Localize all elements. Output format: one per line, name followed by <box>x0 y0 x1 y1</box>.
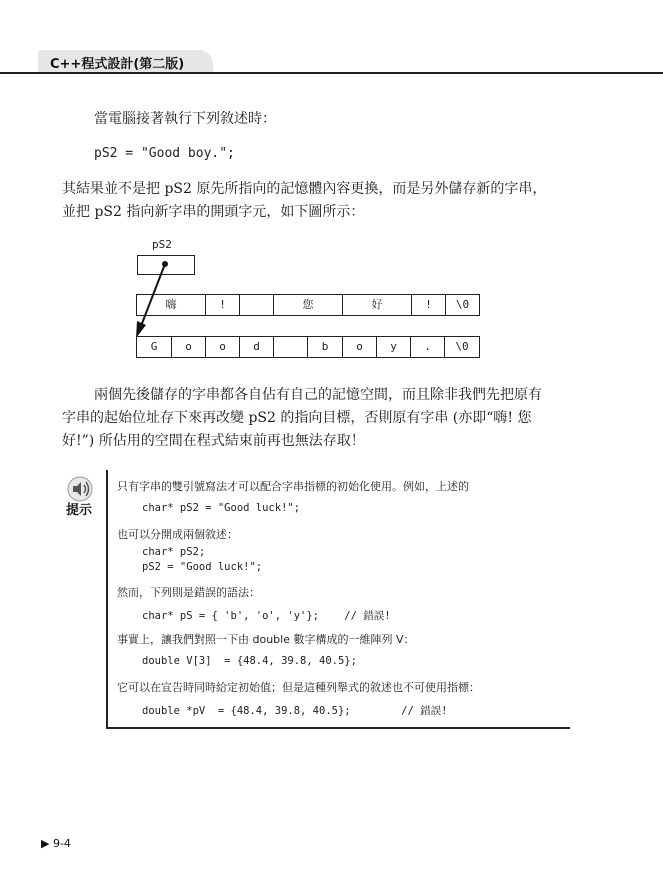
string-cell: ! <box>205 295 239 315</box>
tip-code: char* pS2; <box>142 546 206 558</box>
string-cell: \0 <box>444 337 479 357</box>
string-cell: . <box>410 337 444 357</box>
tip-text: 事實上，讓我們對照一下由 double 數字構成的一維陣列 V： <box>117 633 415 646</box>
tip-code: pS2 = "Good luck!"; <box>142 561 263 573</box>
triangle-icon: ▶ <box>41 837 50 850</box>
pointer-label: pS2 <box>152 238 172 251</box>
paragraph-line: 其結果並不是把 pS2 原先所指向的記憶體內容更換，而是另外儲存新的字串， <box>62 181 547 197</box>
string-cell: d <box>239 337 273 357</box>
paragraph-line: 兩個先後儲存的字串都各自佔有自己的記憶空間，而且除非我們先把原有 <box>94 387 542 403</box>
tip-border <box>106 727 570 729</box>
tip-label: 提示 <box>66 503 93 518</box>
intro-text: 當電腦接著執行下列敘述時： <box>94 111 276 127</box>
tip-text: 它可以在宣告時同時給定初始值；但是這種列舉式的敘述也不可使用指標： <box>117 681 480 694</box>
tip-text: 只有字串的雙引號寫法才可以配合字串指標的初始化使用。例如，上述的 <box>117 480 469 493</box>
string-cell: \0 <box>445 295 479 315</box>
tip-code: char* pS = { 'b', 'o', 'y'}; // 錯誤! <box>142 610 391 622</box>
code-line: pS2 = "Good boy."; <box>94 146 235 161</box>
paragraph-line: 並把 pS2 指向新字串的開頭字元，如下圖所示： <box>62 204 365 220</box>
string-cell: y <box>376 337 410 357</box>
book-title: C++程式設計(第二版) <box>50 57 185 72</box>
string-cell: b <box>307 337 342 357</box>
string-cell: 好 <box>342 295 411 315</box>
tip-code: double V[3] = {48.4, 39.8, 40.5}; <box>142 655 357 667</box>
string-cell: o <box>205 337 239 357</box>
page-number-text: 9-4 <box>52 837 71 850</box>
string-cell: o <box>342 337 376 357</box>
tip-code: char* pS2 = "Good luck!"; <box>142 502 301 514</box>
string-cell: ! <box>411 295 445 315</box>
paragraph-line: 字串的起始位址存下來再改變 pS2 的指向目標，否則原有字串 (亦即“嗨! 您 <box>62 410 532 426</box>
string-cell: 您 <box>273 295 342 315</box>
paragraph-line: 好!”) 所佔用的空間在程式結束前再也無法存取！ <box>62 433 365 449</box>
tip-border <box>106 470 108 728</box>
tip-text: 也可以分開成兩個敘述： <box>117 528 238 541</box>
string-cell: G <box>150 340 158 353</box>
string-cell: o <box>171 337 205 357</box>
tip-code: double *pV = {48.4, 39.8, 40.5}; // 錯誤! <box>142 705 448 717</box>
tip-text: 然而，下列則是錯誤的語法： <box>117 586 260 599</box>
string-cell: 嗨 <box>165 298 177 311</box>
page-number <box>41 837 71 850</box>
